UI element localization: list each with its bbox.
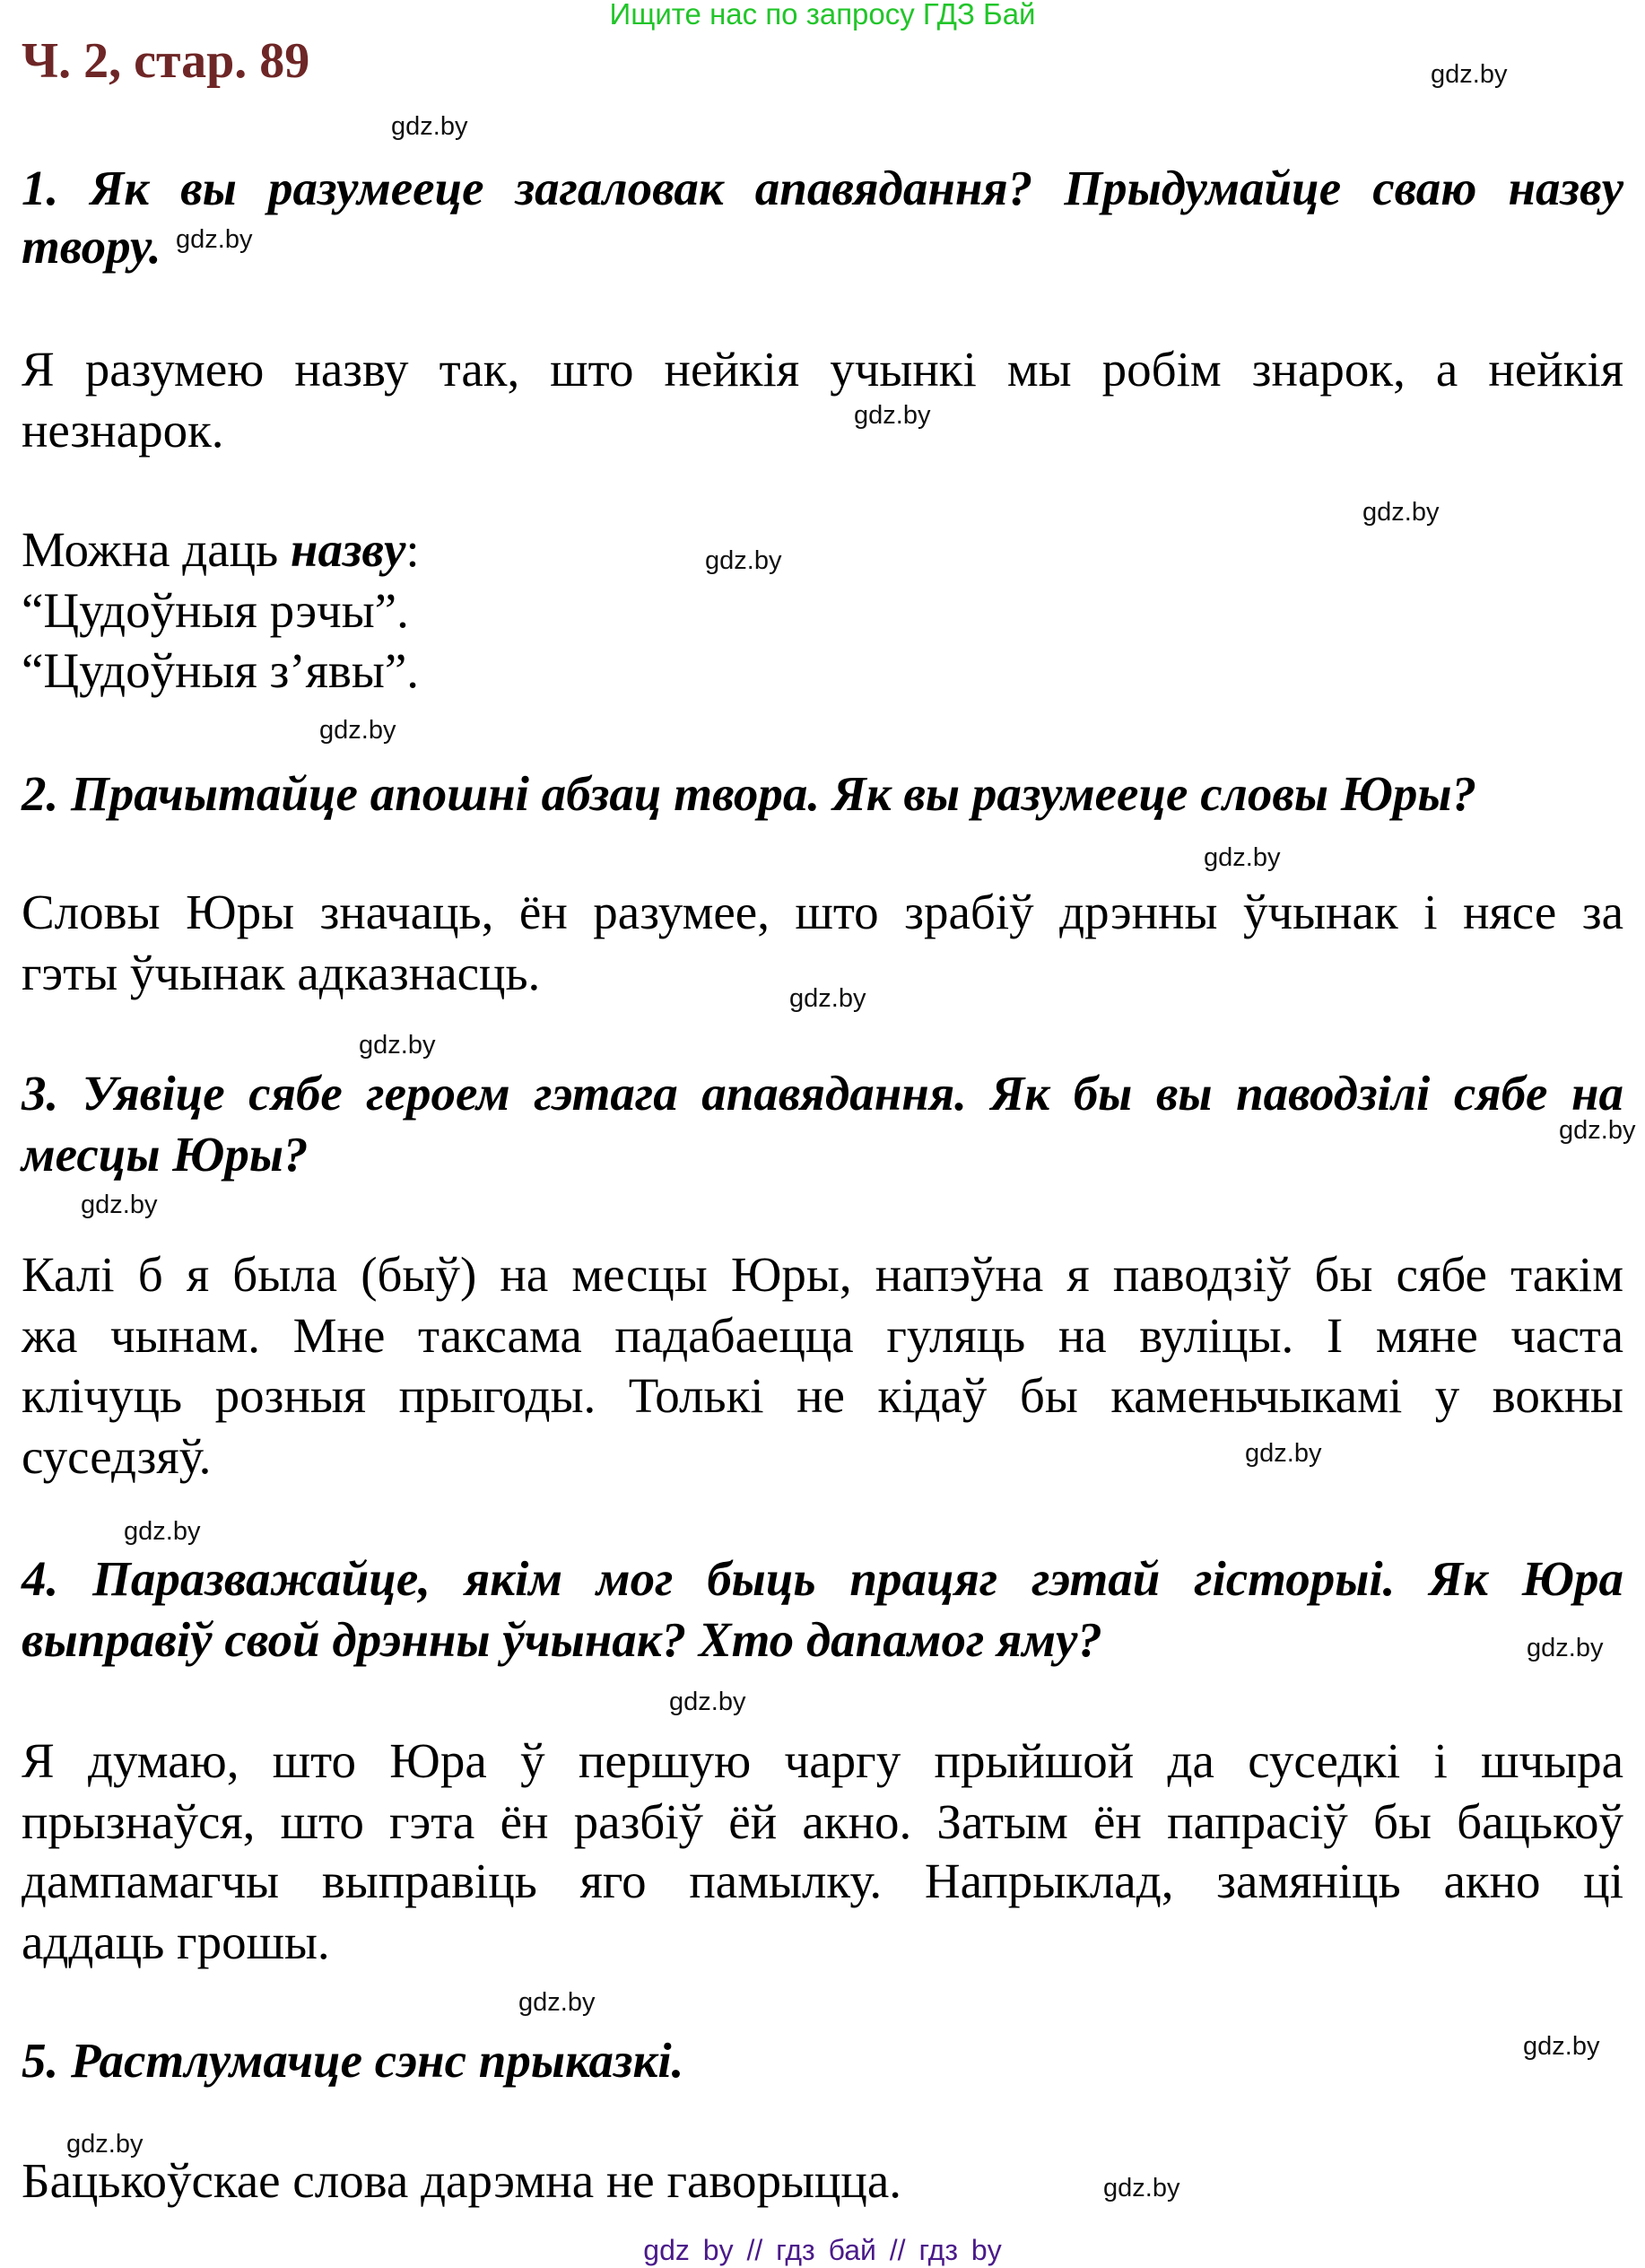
watermark: gdz.by xyxy=(1103,2174,1180,2203)
question-3-line-1: 3. Уявіце сябе героем гэтага апавядання. Як бы вы паводзілі сябе на xyxy=(22,1066,1623,1121)
answer-4-line-4: аддаць грошы. xyxy=(22,1915,330,1969)
answer-1-title-intro: Можна даць назву: xyxy=(22,522,420,577)
answer-4-line-2: прызнаўся, што гэта ён разбіў ёй акно. Затым ён папрасіў бы бацькоў xyxy=(22,1794,1623,1849)
watermark: gdz.by xyxy=(81,1191,158,1219)
watermark: gdz.by xyxy=(518,1988,596,2017)
watermark: gdz.by xyxy=(359,1031,436,1060)
watermark: gdz.by xyxy=(1431,60,1508,89)
watermark: gdz.by xyxy=(66,2130,144,2159)
search-hint-banner: Ищите нас по запросу ГДЗ Бай xyxy=(609,0,1036,31)
answer-1-line-1: Я разумею назву так, што нейкія учынкі мы робім знарок, а нейкія xyxy=(22,342,1623,397)
footer-site-links: gdz by // гдз бай // гдз by xyxy=(643,2234,1002,2266)
watermark: gdz.by xyxy=(1362,498,1440,527)
question-2-line-1: 2. Прачытайце апошні абзац твора. Як вы разумееце словы Юры? xyxy=(22,766,1477,821)
title-option-2: “Цудоўныя з’явы”. xyxy=(22,643,420,698)
answer-3-line-3: клічуць розныя прыгоды. Толькі не кідаў бы каменьчыкамі у вокны xyxy=(22,1368,1623,1423)
watermark: gdz.by xyxy=(1527,1634,1604,1662)
page-title: Ч. 2, стар. 89 xyxy=(22,33,310,89)
watermark: gdz.by xyxy=(669,1688,746,1716)
answer-2-line-2: гэты ўчынак адказнасць. xyxy=(22,946,541,1000)
question-4-line-1: 4. Паразважайце, якім мог быць працяг гэтай гісторыі. Як Юра xyxy=(22,1551,1623,1606)
watermark: gdz.by xyxy=(391,112,468,141)
watermark: gdz.by xyxy=(1559,1116,1636,1145)
watermark: gdz.by xyxy=(789,984,866,1013)
answer-4-line-1: Я думаю, што Юра ў першую чаргу прыйшой да суседкі і шчыра xyxy=(22,1733,1623,1788)
title-option-1: “Цудоўныя рэчы”. xyxy=(22,583,409,638)
answer-3-line-1: Калі б я была (быў) на месцы Юры, напэўна я паводзіў бы сябе такім xyxy=(22,1247,1623,1302)
answer-5-line-1: Бацькоўскае слова дарэмна не гаворыцца. xyxy=(22,2153,902,2208)
watermark: gdz.by xyxy=(1204,843,1281,872)
answer-3-line-4: суседзяў. xyxy=(22,1429,212,1484)
watermark: gdz.by xyxy=(124,1517,201,1546)
question-1-line-1: 1. Як вы разумееце загаловак апавядання? Прыдумайце сваю назву xyxy=(22,161,1623,215)
emphasized-word: назву xyxy=(290,522,406,577)
answer-3-line-2: жа чынам. Мне таксама падабаецца гуляць на вуліцы. І мяне часта xyxy=(22,1308,1623,1363)
question-3-line-2: месцы Юры? xyxy=(22,1127,309,1182)
question-5-line-1: 5. Растлумачце сэнс прыказкі. xyxy=(22,2033,684,2088)
answer-4-line-3: дампамагчы выправіць яго памылку. Напрыклад, замяніць акно ці xyxy=(22,1854,1623,1908)
watermark: gdz.by xyxy=(319,716,396,745)
watermark: gdz.by xyxy=(854,401,931,430)
answer-1-line-2: незнарок. xyxy=(22,403,224,458)
watermark: gdz.by xyxy=(176,225,253,254)
watermark: gdz.by xyxy=(1245,1439,1322,1468)
answer-2-line-1: Словы Юры значаць, ён разумее, што зрабіў дрэнны ўчынак і нясе за xyxy=(22,885,1623,939)
question-1-line-2: твору. xyxy=(22,219,161,274)
watermark: gdz.by xyxy=(1523,2032,1600,2061)
question-4-line-2: выправіў свой дрэнны ўчынак? Хто дапамог яму? xyxy=(22,1612,1102,1667)
watermark: gdz.by xyxy=(705,546,782,575)
